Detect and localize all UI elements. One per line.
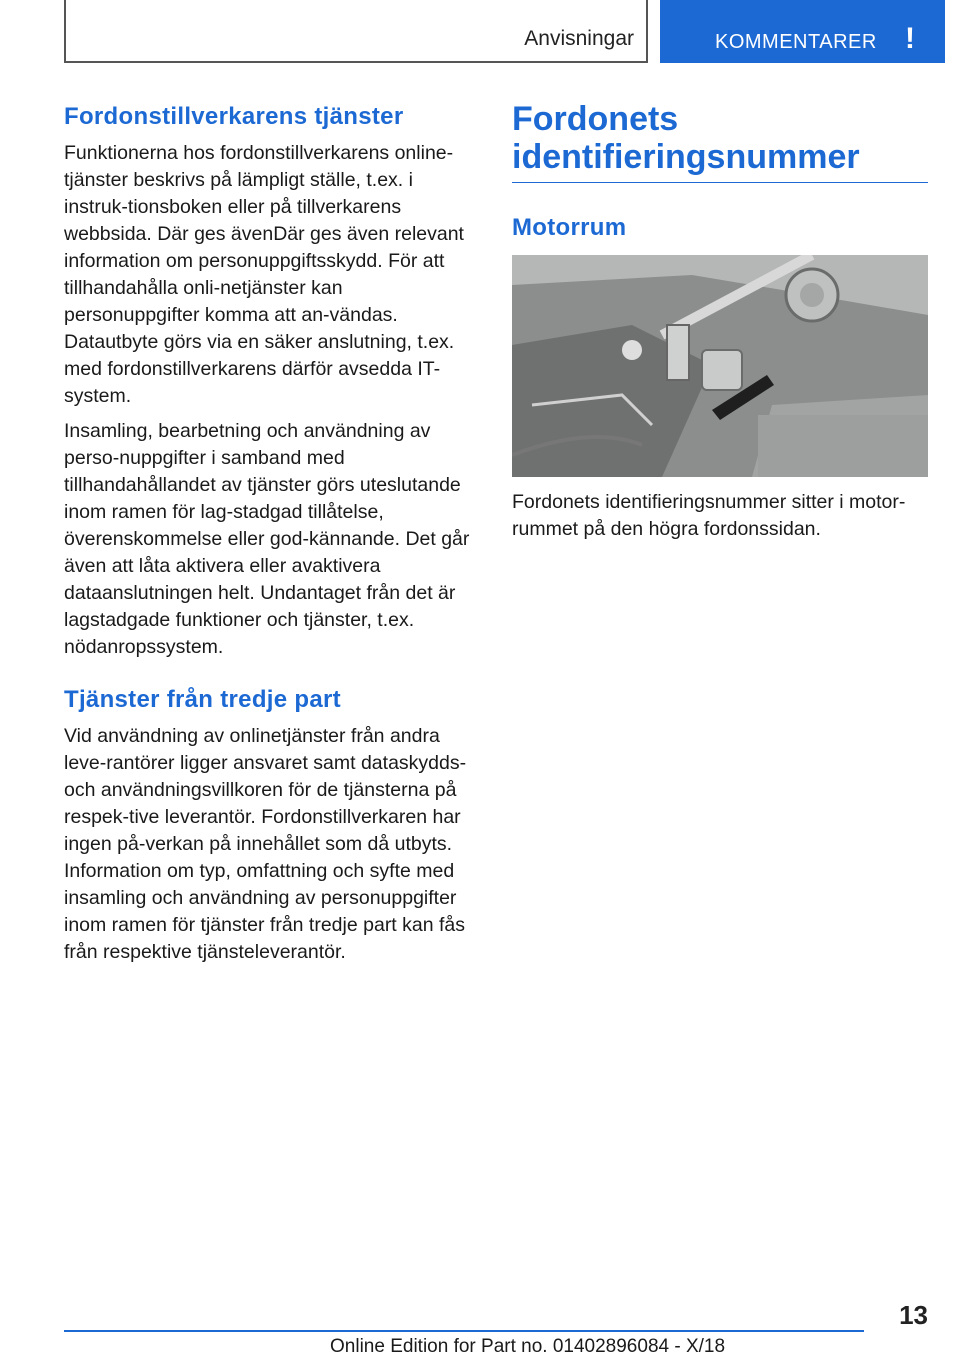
footer-edition: Online Edition for Part no. 01402896084 - X/18: [330, 1336, 726, 1357]
paragraph-third-party: Vid användning av onlinetjänster från andra leve-rantörer ligger ansvaret samt dataskydds- och användningsvillkoren för de tjänsterna på respek-tive leverantör. Fordonstillverkaren har ingen på-verkan på innehållet som då utbyts. Information om typ, omfattning och syfte med insamling och användning av personuppgifter inom ramen för tjänster från tredje part kan fås från respektive tjänsteleverantör.: [64, 725, 467, 963]
header-box: [64, 0, 648, 63]
exclamation-icon: !: [905, 22, 915, 55]
paragraph-data-collection: Insamling, bearbetning och användning av perso-nuppgifter i samband med tillhandahållandet av tjänster görs uteslutande inom ramen för lag-stadgad tillåtelse, överenskommelse eller god-kännande. Det går även att låta aktivera eller avaktivera dataanslutningen helt. Undantaget från det är lagstadgade funktioner och tjänster, t.ex. nödanropssystem.: [64, 420, 470, 658]
paragraph-vin-location: Fordonets identifieringsnummer sitter i motor-rummet på den högra fordonssidan.: [512, 491, 906, 540]
right-column: [512, 100, 928, 551]
header-section-title: Anvisningar: [524, 27, 634, 50]
heading-third-party-services: Tjänster från tredje part: [64, 686, 341, 713]
comments-tab-label: KOMMENTARER: [715, 31, 877, 53]
page-number: 13: [899, 1300, 928, 1330]
left-column: [64, 100, 480, 974]
paragraph-services-description: Funktionerna hos fordonstillverkarens online-tjänster beskrivs på lämpligt ställe, t.ex. i instruk-tionsboken eller på tillverkarens webbsida. Där ges ävenDär ges även relevant information om personuppgiftsskydd. För att tillhandahålla onli-netjänster kan personuppgifter komma att an-vändas. Datautbyte görs via en säker anslutning, t.ex. med fordonstillverkarens därför avsedda IT-system.: [64, 142, 464, 407]
heading-engine-compartment: Motorrum: [512, 214, 627, 241]
comments-tab[interactable]: [660, 0, 945, 63]
heading-manufacturer-services: Fordonstillverkarens tjänster: [64, 103, 404, 130]
footer-divider: [64, 1330, 864, 1332]
heading-vehicle-identification-number: Fordonets identifieringsnummer: [512, 100, 928, 183]
engine-compartment-photo: [512, 255, 928, 477]
